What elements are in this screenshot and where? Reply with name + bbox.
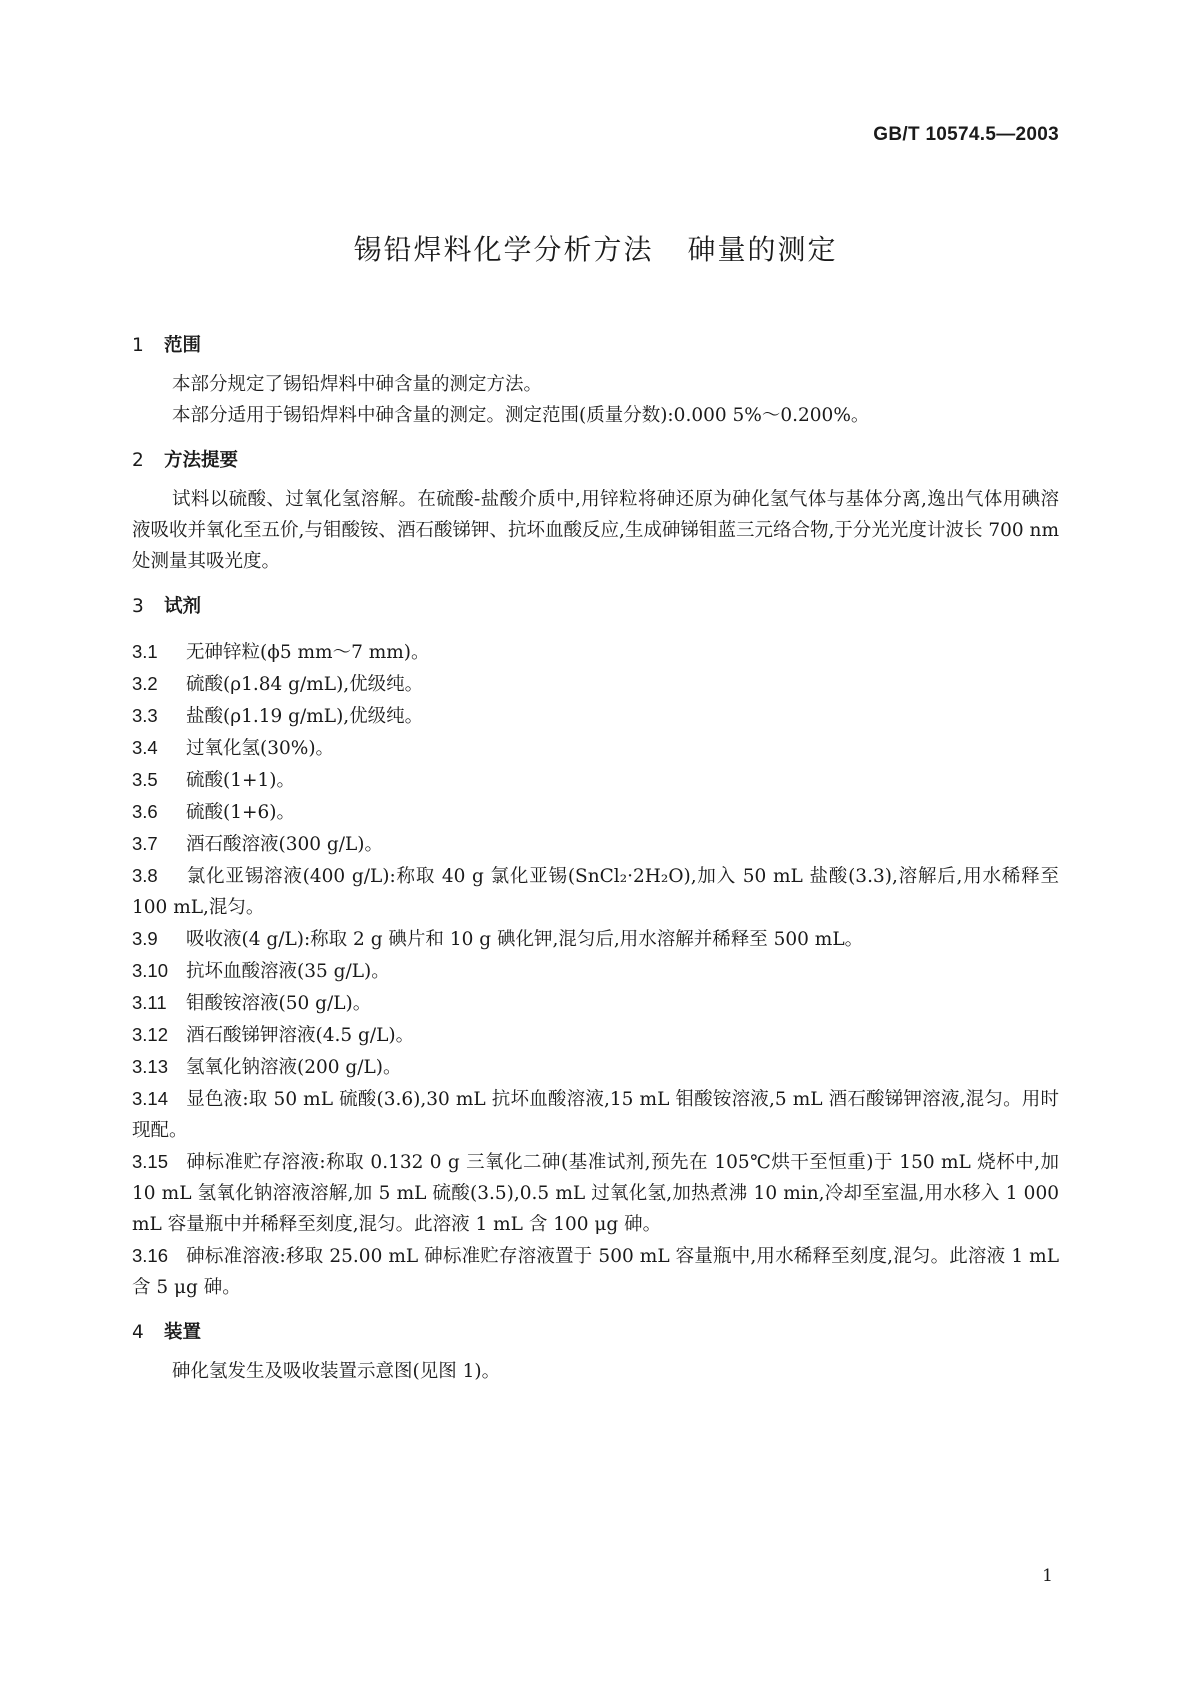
reagent-item bbox=[132, 1019, 1059, 1051]
document-title bbox=[0, 228, 1191, 268]
paragraph: 本部分适用于锡铅焊料中砷含量的测定。测定范围(质量分数):0.000 5%～0.200%。 bbox=[172, 405, 870, 426]
item-text: 硫酸(ρ1.84 g/mL),优级纯。 bbox=[186, 674, 424, 695]
item-text: 酒石酸溶液(300 g/L)。 bbox=[186, 834, 383, 855]
title-main: 锡铅焊料化学分析方法 bbox=[353, 233, 654, 266]
title-sub: 砷量的测定 bbox=[687, 233, 838, 266]
section-title: 试剂 bbox=[164, 596, 202, 617]
reagent-item bbox=[132, 828, 1059, 860]
section-title: 范围 bbox=[164, 335, 202, 356]
reagent-item bbox=[132, 732, 1059, 764]
item-text: 酒石酸锑钾溶液(4.5 g/L)。 bbox=[186, 1025, 415, 1046]
section-heading-reagents bbox=[132, 591, 1059, 622]
item-number: 3.9 bbox=[132, 928, 158, 949]
reagent-item bbox=[132, 1083, 1059, 1146]
reagent-item bbox=[132, 796, 1059, 828]
item-text: 硫酸(1+6)。 bbox=[186, 802, 295, 823]
item-number: 3.13 bbox=[132, 1056, 169, 1077]
item-number: 3.15 bbox=[132, 1151, 169, 1172]
item-text: 砷标准溶液:移取 25.00 mL 砷标准贮存溶液置于 500 mL 容量瓶中,用水稀释至刻度,混匀。此溶液 1 mL 含 5 μg 砷。 bbox=[132, 1246, 1059, 1298]
reagent-item bbox=[132, 1240, 1059, 1303]
item-text: 氢氧化钠溶液(200 g/L)。 bbox=[186, 1057, 402, 1078]
reagent-item bbox=[132, 987, 1059, 1019]
paragraph: 本部分规定了锡铅焊料中砷含量的测定方法。 bbox=[172, 374, 543, 395]
item-number: 3.11 bbox=[132, 992, 167, 1013]
reagent-list bbox=[132, 636, 1059, 1303]
item-number: 3.5 bbox=[132, 769, 158, 790]
reagent-item bbox=[132, 636, 1059, 668]
reagent-item bbox=[132, 764, 1059, 796]
reagent-item bbox=[132, 860, 1059, 923]
reagent-item bbox=[132, 955, 1059, 987]
section-heading-apparatus bbox=[132, 1317, 1059, 1348]
item-text: 显色液:取 50 mL 硫酸(3.6),30 mL 抗坏血酸溶液,15 mL 钼酸铵溶液,5 mL 酒石酸锑钾溶液,混匀。用时现配。 bbox=[132, 1089, 1059, 1141]
item-number: 3.3 bbox=[132, 705, 158, 726]
section-number: 1 bbox=[132, 335, 144, 356]
item-number: 3.16 bbox=[132, 1245, 169, 1266]
item-number: 3.6 bbox=[132, 801, 158, 822]
reagent-item bbox=[132, 1051, 1059, 1083]
item-text: 无砷锌粒(ϕ5 mm～7 mm)。 bbox=[186, 642, 430, 663]
item-text: 抗坏血酸溶液(35 g/L)。 bbox=[186, 961, 390, 982]
standard-code: GB/T 10574.5—2003 bbox=[873, 124, 1059, 145]
page-number: 1 bbox=[1042, 1566, 1053, 1586]
item-text: 盐酸(ρ1.19 g/mL),优级纯。 bbox=[186, 706, 424, 727]
item-number: 3.8 bbox=[132, 865, 158, 886]
section-heading-method-summary bbox=[132, 445, 1059, 476]
item-number: 3.1 bbox=[132, 641, 158, 662]
item-text: 氯化亚锡溶液(400 g/L):称取 40 g 氯化亚锡(SnCl₂·2H₂O),加入 50 mL 盐酸(3.3),溶解后,用水稀释至 100 mL,混匀。 bbox=[132, 866, 1059, 918]
item-text: 砷标准贮存溶液:称取 0.132 0 g 三氧化二砷(基准试剂,预先在 105℃烘干至恒重)于 150 mL 烧杯中,加 10 mL 氢氧化钠溶液溶解,加 5 mL 硫酸(3.5),0.5 mL 过氧化氢,加热煮沸 10 min,冷却至室温,用水移入 1 000 mL 容量瓶中并稀释至刻度,混匀。此溶液 1 mL 含 100 μg 砷。 bbox=[132, 1152, 1059, 1235]
section-number: 3 bbox=[132, 596, 144, 617]
item-number: 3.7 bbox=[132, 833, 158, 854]
reagent-item bbox=[132, 700, 1059, 732]
document-body bbox=[132, 330, 1059, 1387]
item-number: 3.14 bbox=[132, 1088, 169, 1109]
section-title: 装置 bbox=[164, 1322, 202, 1343]
item-number: 3.10 bbox=[132, 960, 169, 981]
paragraph: 砷化氢发生及吸收装置示意图(见图 1)。 bbox=[172, 1361, 501, 1382]
paragraph: 试料以硫酸、过氧化氢溶解。在硫酸-盐酸介质中,用锌粒将砷还原为砷化氢气体与基体分离,逸出气体用碘溶液吸收并氧化至五价,与钼酸铵、酒石酸锑钾、抗坏血酸反应,生成砷锑钼蓝三元络合物,于分光光度计波长 700 nm 处测量其吸光度。 bbox=[132, 489, 1059, 572]
section-heading-scope bbox=[132, 330, 1059, 361]
reagent-item bbox=[132, 668, 1059, 700]
item-text: 硫酸(1+1)。 bbox=[186, 770, 295, 791]
section-number: 4 bbox=[132, 1322, 144, 1343]
item-text: 过氧化氢(30%)。 bbox=[186, 738, 335, 759]
item-text: 吸收液(4 g/L):称取 2 g 碘片和 10 g 碘化钾,混匀后,用水溶解并稀释至 500 mL。 bbox=[186, 929, 864, 950]
item-number: 3.12 bbox=[132, 1024, 169, 1045]
reagent-item bbox=[132, 1146, 1059, 1240]
item-number: 3.2 bbox=[132, 673, 158, 694]
section-title: 方法提要 bbox=[164, 450, 239, 471]
item-text: 钼酸铵溶液(50 g/L)。 bbox=[186, 993, 372, 1014]
section-number: 2 bbox=[132, 450, 144, 471]
reagent-item bbox=[132, 923, 1059, 955]
item-number: 3.4 bbox=[132, 737, 158, 758]
